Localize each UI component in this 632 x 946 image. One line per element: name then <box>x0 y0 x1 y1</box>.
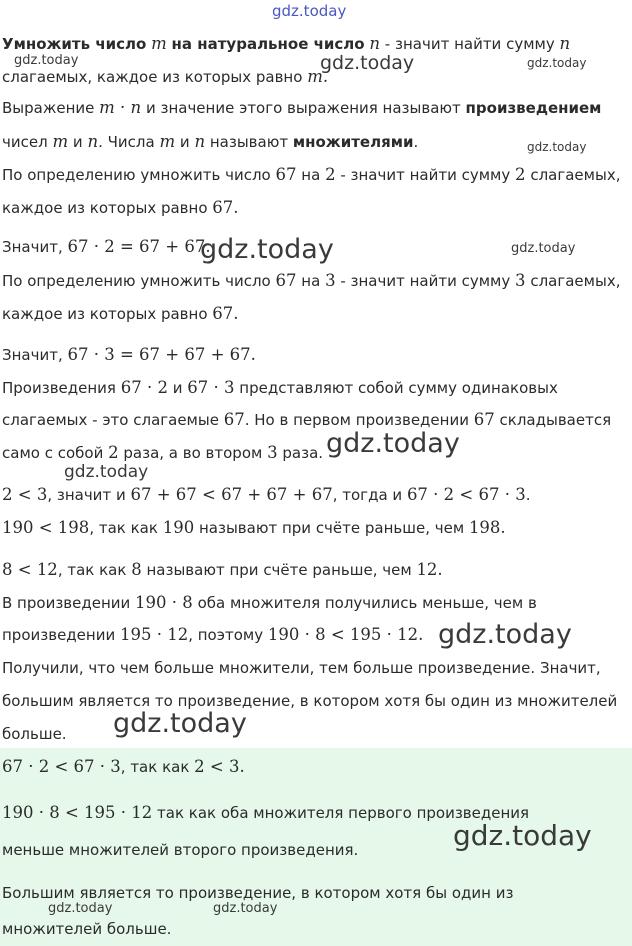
answer-line-1: 67 · 2 < 67 · 3, так как 2 < 3. <box>2 757 245 776</box>
answer-line-2: 190 · 8 < 195 · 12 так как оба множителя первого произведения <box>2 803 530 822</box>
watermark: gdz.today <box>527 56 587 70</box>
theory-line-4: чисел m и n. Числа m и n называют множителями. <box>2 132 419 151</box>
watermark: gdz.today <box>113 708 247 739</box>
theory-line-3: Выражение m · n и значение этого выражения называют произведением <box>2 98 602 117</box>
reasoning-line-3: само с собой 2 раза, а во втором 3 раза. <box>2 443 324 462</box>
example2-line-3: Значит, 67 · 3 = 67 + 67 + 67. <box>2 345 256 364</box>
reasoning-line-5: 190 < 198, так как 190 называют при счёте раньше, чем 198. <box>2 518 506 537</box>
theory-line-1: Умножить число m на натуральное число n - значит найти сумму n <box>2 34 571 53</box>
watermark: gdz.today <box>326 428 460 459</box>
watermark: gdz.today <box>453 819 592 852</box>
reasoning-line-9: Получили, что чем больше множители, тем больше произведение. Значит, <box>2 659 601 677</box>
example1-line-3: Значит, 67 · 2 = 67 + 67. <box>2 237 211 256</box>
watermark: gdz.today <box>320 52 415 74</box>
reasoning-line-11: больше. <box>2 725 67 743</box>
reasoning-line-2: слагаемых - это слагаемые 67. Но в первом произведении 67 складывается <box>2 410 612 429</box>
reasoning-line-10: большим является то произведение, в котором хотя бы один из множителей <box>2 692 618 710</box>
watermark: gdz.today <box>14 53 79 68</box>
watermark: gdz.today <box>213 901 278 916</box>
example1-line-1: По определению умножить число 67 на 2 - значит найти сумму 2 слагаемых, <box>2 165 621 184</box>
reasoning-line-1: Произведения 67 · 2 и 67 · 3 представляют собой сумму одинаковых <box>2 378 558 397</box>
example2-line-1: По определению умножить число 67 на 3 - значит найти сумму 3 слагаемых, <box>2 271 621 290</box>
reasoning-line-6: 8 < 12, так как 8 называют при счёте раньше, чем 12. <box>2 560 443 579</box>
example2-line-2: каждое из которых равно 67. <box>2 304 239 323</box>
watermark: gdz.today <box>64 462 149 482</box>
watermark: gdz.today <box>527 140 587 154</box>
answer-line-3: меньше множителей второго произведения. <box>2 841 359 859</box>
watermark: gdz.today <box>511 241 576 256</box>
answer-line-5: множителей больше. <box>2 920 172 938</box>
example1-line-2: каждое из которых равно 67. <box>2 198 239 217</box>
reasoning-line-4: 2 < 3, значит и 67 + 67 < 67 + 67 + 67, тогда и 67 · 2 < 67 · 3. <box>2 485 531 504</box>
watermark: gdz.today <box>200 234 334 265</box>
site-header[interactable]: gdz.today <box>272 2 347 20</box>
reasoning-line-7: В произведении 190 · 8 оба множителя получились меньше, чем в <box>2 593 537 612</box>
watermark: gdz.today <box>438 619 572 650</box>
watermark: gdz.today <box>48 901 113 916</box>
theory-line-2: слагаемых, каждое из которых равно m. <box>2 67 329 86</box>
reasoning-line-8: произведении 195 · 12, поэтому 190 · 8 < 195 · 12. <box>2 625 424 644</box>
answer-line-4: Большим является то произведение, в котором хотя бы один из <box>2 884 514 902</box>
